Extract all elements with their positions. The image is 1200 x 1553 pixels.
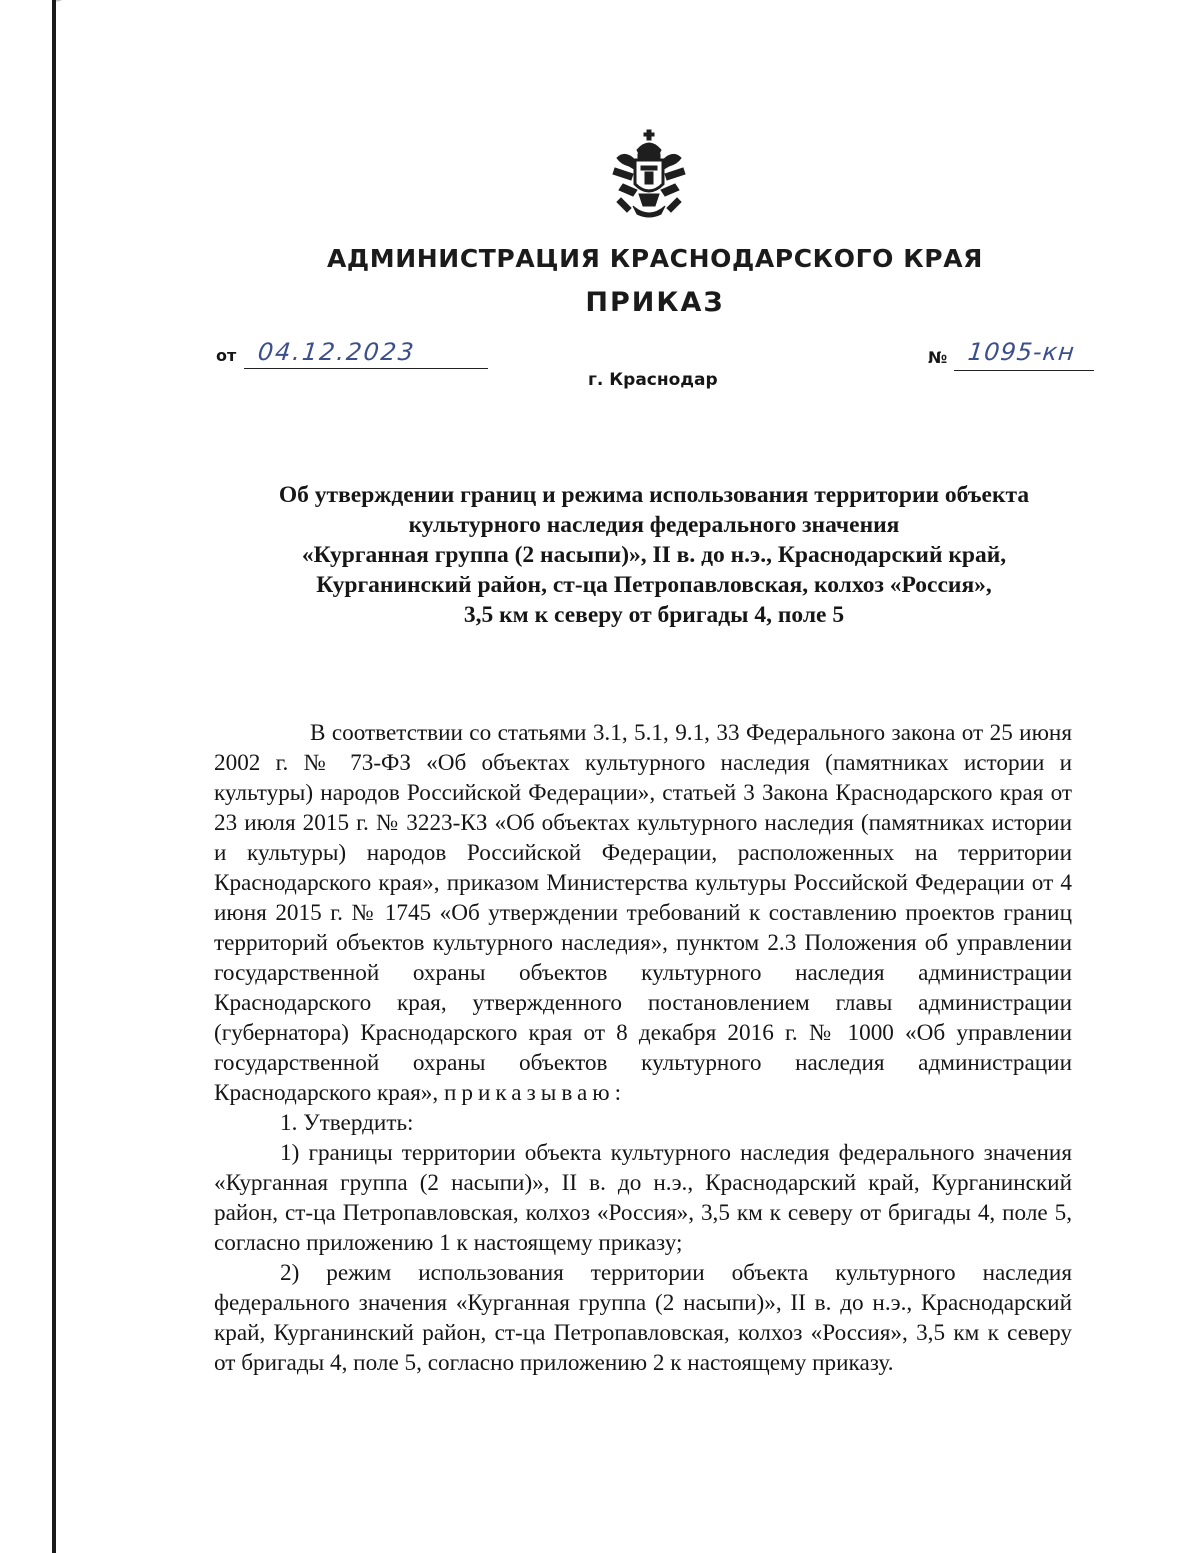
date-field	[216, 338, 476, 372]
date-underline	[244, 368, 488, 369]
subject-line: «Курганная группа (2 насыпи)», II в. до н.э., Краснодарский край,	[301, 542, 1007, 568]
preamble-text: В соответствии со статьями 3.1, 5.1, 9.1, 33 Федерального закона от 25 июня 2002 г. № 73-ФЗ «Об объектах культурного наследия (памятниках истории и культуры) народов Российской Федерации», статьей 3 Закона Краснодарского края от 23 июля 2015 г. № 3223-КЗ «Об объектах культурного наследия (памятниках истории и культуры) народов Российской Федерации, расположенных на территории Краснодарского края», приказом Министерства культуры Российской Федерации от 4 июня 2015 г. № 1745 «Об утверждении требований к составлению проектов границ территорий объектов культурного наследия», пунктом 2.3 Положения об управлении государственной охраны объектов культурного наследия администрации Краснодарского края, утвержденного постановлением главы администрации (губернатора) Краснодарского края от 8 декабря 2016 г. № 1000 «Об управлении государственной охраны объектов культурного наследия администрации Краснодарского края»,	[214, 720, 1072, 1106]
number-field	[928, 338, 1098, 374]
document-subject	[190, 480, 1118, 630]
date-label: от	[216, 346, 237, 365]
subject-line: Об утверждении границ и режима использования территории объекта	[278, 482, 1030, 508]
coat-of-arms-icon	[611, 128, 687, 220]
subject-line: Курганинский район, ст-ца Петропавловская, колхоз «Россия»,	[316, 572, 992, 598]
document-body	[214, 718, 1072, 1378]
order-word: приказываю:	[443, 1080, 627, 1106]
subject-line: 3,5 км к северу от бригады 4, поле 5	[463, 602, 845, 628]
item-1-heading: 1. Утвердить:	[280, 1110, 414, 1136]
subject-line: культурного наследия федерального значения	[408, 512, 900, 538]
document-type: ПРИКАЗ	[585, 287, 725, 318]
scan-border	[52, 0, 56, 1553]
item-1-1: 1) границы территории объекта культурного наследия федерального значения «Курганная группа (2 насыпи)», II в. до н.э., Краснодарский край, Курганинский район, ст-ца Петропавловская, колхоз «Россия», 3,5 км к северу от бригады 4, поле 5, согласно приложению 1 к настоящему приказу;	[214, 1140, 1072, 1256]
handwritten-number: 1095-кн	[966, 338, 1077, 366]
preamble-paragraph	[214, 718, 1072, 1108]
organization-title: АДМИНИСТРАЦИЯ КРАСНОДАРСКОГО КРАЯ	[326, 244, 984, 273]
handwritten-date: 04.12.2023	[256, 338, 417, 366]
number-label: №	[928, 348, 948, 367]
number-underline	[954, 370, 1094, 371]
scan-corner-mark	[56, 0, 99, 15]
item-1-2: 2) режим использования территории объекта культурного наследия федерального значения «Курганная группа (2 насыпи)», II в. до н.э., Краснодарский край, Курганинский район, ст-ца Петропавловская, колхоз «Россия», 3,5 км к северу от бригады 4, поле 5, согласно приложению 2 к настоящему приказу.	[214, 1260, 1072, 1376]
city: г. Краснодар	[588, 370, 718, 390]
